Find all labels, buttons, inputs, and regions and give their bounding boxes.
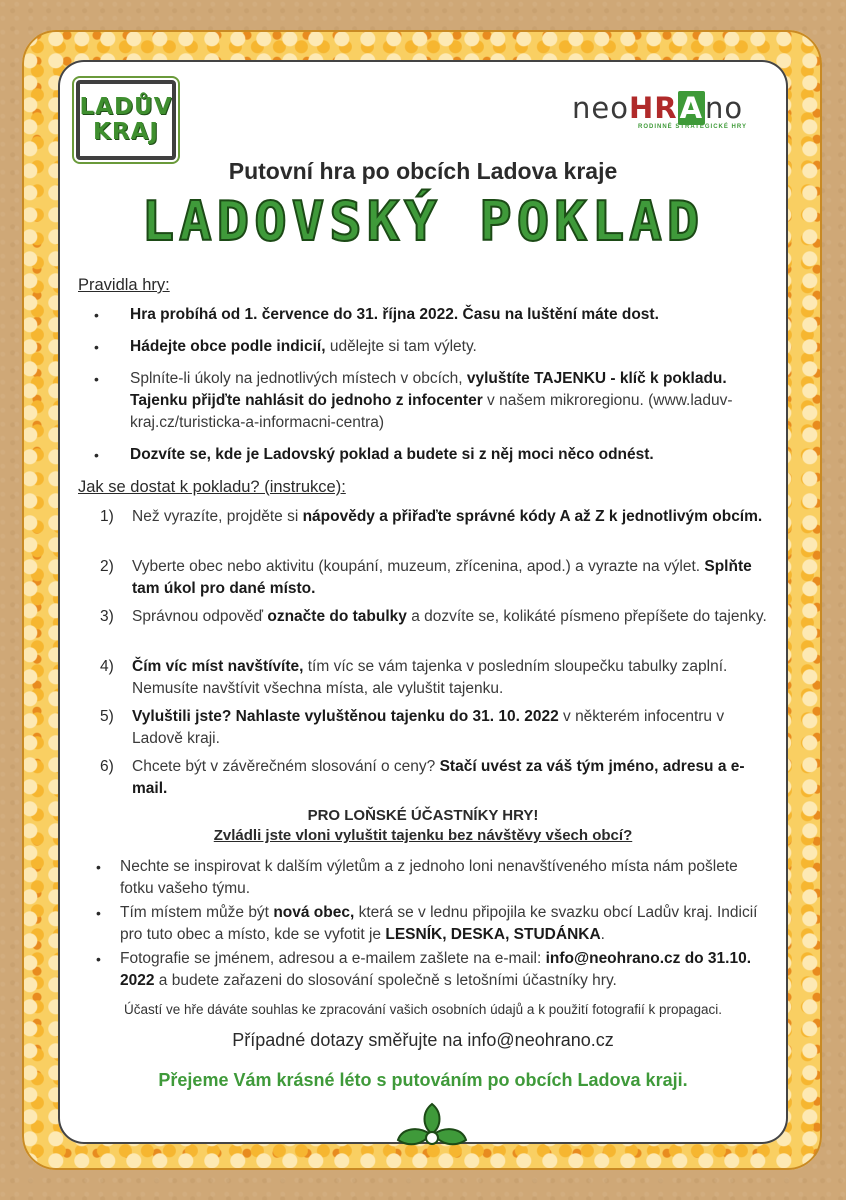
step-number: 3): [100, 608, 114, 625]
rule-text: v našem mikroregionu. (www.laduv-kraj.cz/turisticka-a-informacni-centra): [130, 392, 733, 431]
consent-note: Účastí ve hře dáváte souhlas ke zpracování vašich osobních údajů a k použití fotografií k propagaci.: [123, 1002, 723, 1017]
list-item: [78, 556, 768, 600]
bullet-text: .: [600, 926, 605, 943]
rule-bold: Dozvíte se, kde je Ladovský poklad a budete si z něj moci něco odnést.: [130, 446, 654, 463]
step-number: 6): [100, 758, 114, 775]
step-bold: Vyluštili jste? Nahlaste vyluštěnou tajenku do 31. 10. 2022: [132, 708, 559, 725]
rule-bold: Hra probíhá od 1. července do 31. října 2022. Času na luštění máte dost.: [130, 306, 659, 323]
list-item: [78, 902, 768, 946]
bullet-text: Fotografie se jménem, adresou a e-mailem zašlete na e-mail:: [120, 950, 546, 967]
list-item: [78, 656, 768, 700]
rule-text: udělejte si tam výlety.: [325, 338, 477, 355]
clover-icon: [392, 1096, 472, 1158]
rule-text: Splníte-li úkoly na jednotlivých místech v obcích,: [130, 370, 467, 387]
step-number: 4): [100, 658, 114, 675]
laduv-kraj-logo: [76, 80, 176, 160]
logo-line2: KRAJ: [93, 119, 159, 145]
logo-line1: LADŮV: [79, 94, 173, 120]
logo-part-no: no: [705, 91, 744, 125]
bullet-text: Nechte se inspirovat k dalším výletům a z jednoho loni nenavštíveného místa nám pošlete fotku vašeho týmu.: [120, 858, 738, 897]
bullet-bold: nová obec,: [273, 904, 355, 921]
bullet-text: a budete zařazeni do slosování společně s letošními účastníky hry.: [154, 972, 617, 989]
step-bold: Splňte tam úkol pro dané místo.: [132, 558, 752, 597]
list-item: [78, 304, 768, 326]
step-number: 5): [100, 708, 114, 725]
page-subtitle: Putovní hra po obcích Ladova kraje: [228, 158, 618, 184]
list-item: [78, 444, 768, 466]
step-text: Vyberte obec nebo aktivitu (koupání, muzeum, zřícenina, apod.) a vyrazte na výlet.: [132, 558, 705, 575]
logo-part-hr: HR: [628, 91, 678, 125]
step-text: v některém infocentru v Ladově kraji.: [132, 708, 725, 747]
last-year-subheading: Zvládli jste vloni vyluštit tajenku bez návštěvy všech obcí?: [213, 827, 633, 844]
neohrano-logo: [572, 92, 777, 142]
closing-wish: Přejeme Vám krásné léto s putováním po obcích Ladova kraji.: [158, 1070, 688, 1090]
step-number: 1): [100, 508, 114, 525]
step-text: tím víc se vám tajenka v posledním sloupečku tabulky zaplní. Nemusíte navštívit všechna místa, ale vyluštit tajenku.: [132, 658, 728, 697]
list-item: [78, 948, 768, 992]
logo-part-neo: neo: [572, 91, 629, 125]
neohrano-wordmark: [572, 92, 777, 124]
step-text: Chcete být v závěrečném slosování o ceny?: [132, 758, 440, 775]
step-bold: nápovědy a přiřaďte správné kódy A až Z k jednotlivým obcím.: [302, 508, 763, 525]
last-year-heading: PRO LOŇSKÉ ÚČASTNÍKY HRY!: [307, 807, 539, 824]
step-number: 2): [100, 558, 114, 575]
step-text: Správnou odpověď: [132, 608, 268, 625]
list-item: [78, 368, 768, 434]
logo-part-a: A: [679, 91, 704, 125]
bullet-text: která se v lednu připojila ke svazku obcí Ladův kraj. Indicií pro tuto obec a místo, kde se vyfotit je: [120, 904, 758, 943]
list-item: [78, 706, 768, 750]
list-item: [78, 606, 768, 650]
step-bold: Stačí uvést za váš tým jméno, adresu a e-mail.: [132, 758, 745, 797]
contact-line: Případné dotazy směřujte na info@neohrano.cz: [232, 1030, 614, 1050]
rule-bold: Hádejte obce podle indicií,: [130, 338, 326, 355]
bullet-bold: LESNÍK, DESKA, STUDÁNKA: [385, 926, 601, 943]
step-text: a dozvíte se, kolikáté písmeno přepíšete do tajenky.: [406, 608, 767, 625]
neohrano-tagline: RODINNÉ STRATEGICKÉ HRY: [638, 124, 748, 130]
rule-bold: vyluštíte TAJENKU - klíč k pokladu. Tajenku přijďte nahlásit do jednoho z infocenter: [130, 370, 727, 409]
page-title: LADOVSKÝ POKLAD: [141, 190, 705, 253]
list-item: [78, 856, 768, 900]
rules-list: [78, 304, 768, 466]
main-content: [78, 274, 768, 994]
step-bold: Čím víc míst navštívíte,: [132, 658, 304, 675]
list-item: [78, 336, 768, 358]
bullet-bold: info@neohrano.cz do 31.10. 2022: [120, 950, 752, 989]
last-year-list: [78, 856, 768, 992]
last-year-section: [78, 806, 768, 846]
list-item: [78, 506, 768, 550]
instructions-list: [78, 506, 768, 800]
list-item: [78, 756, 768, 800]
step-text: Než vyrazíte, projděte si: [132, 508, 303, 525]
instructions-heading: Jak se dostat k pokladu? (instrukce):: [78, 478, 346, 496]
rules-heading: Pravidla hry:: [78, 276, 170, 294]
bullet-text: Tím místem může být: [120, 904, 274, 921]
step-bold: označte do tabulky: [267, 608, 407, 625]
